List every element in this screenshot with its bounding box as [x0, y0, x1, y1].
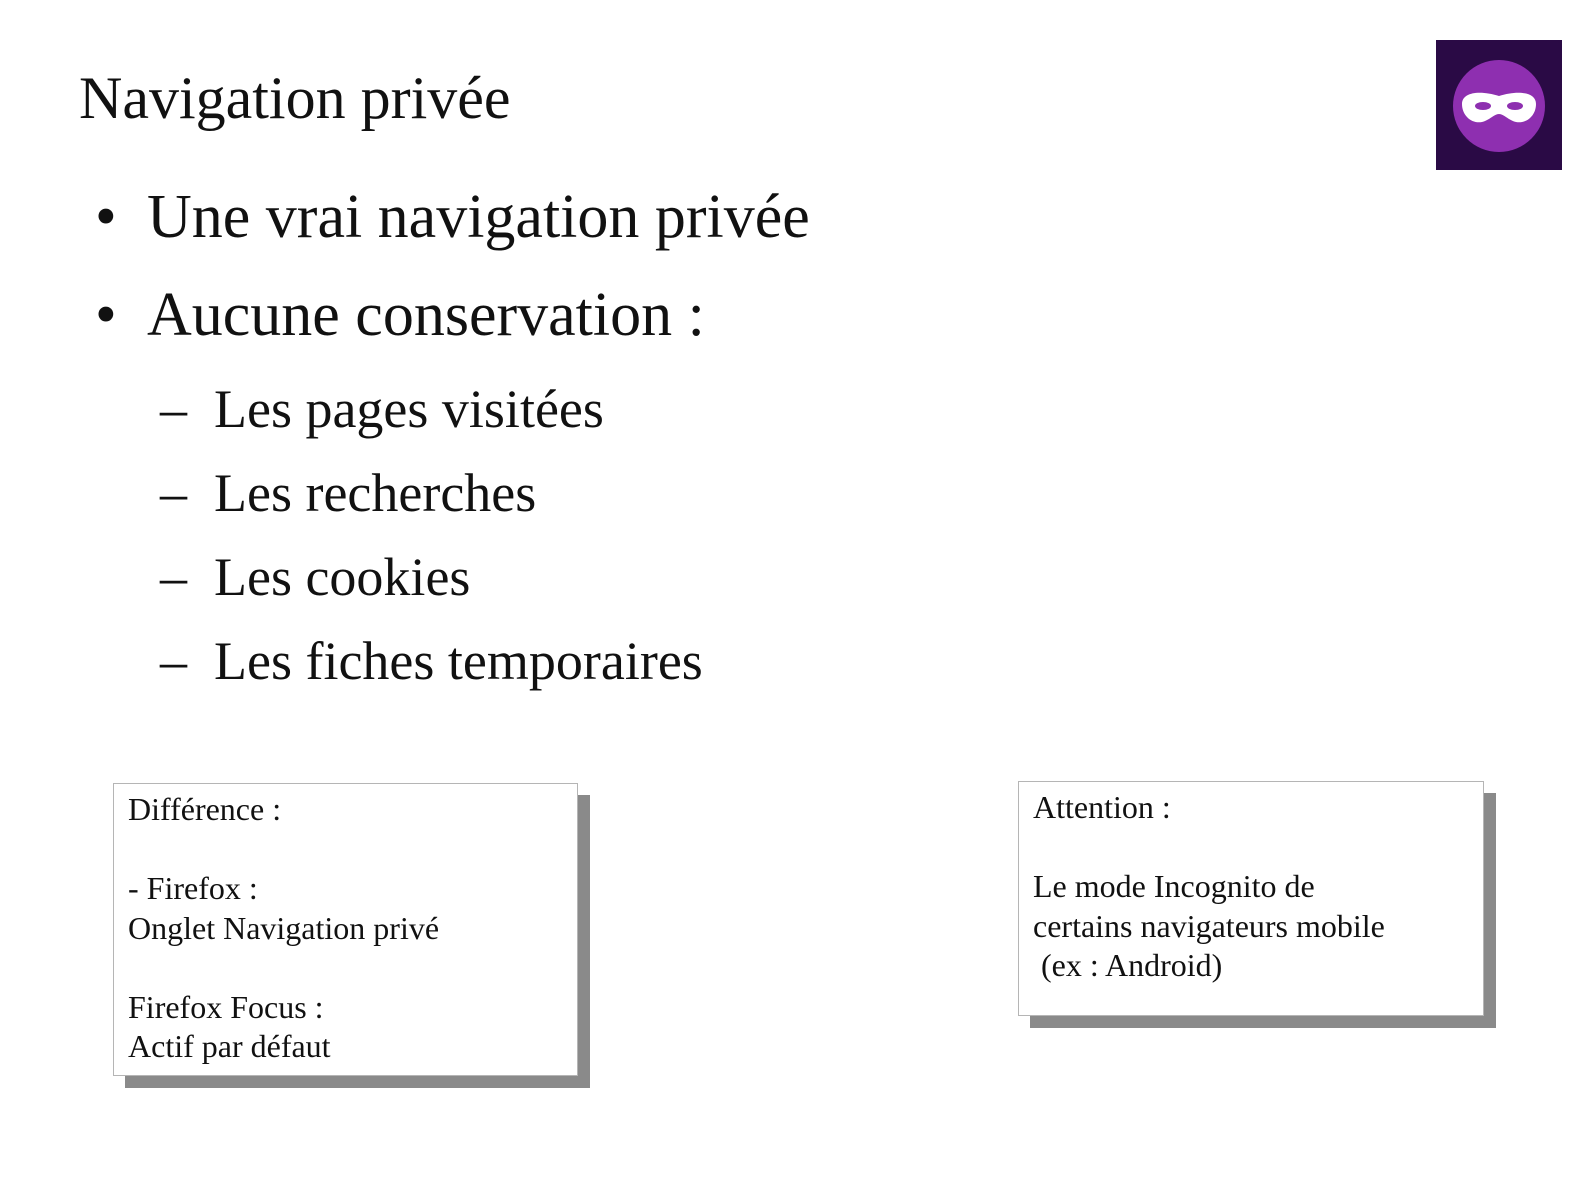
bullet-item [95, 182, 810, 252]
sub-bullet-item [160, 545, 470, 609]
note-line: Le mode Incognito de [1033, 868, 1315, 904]
note-spacer [128, 948, 563, 988]
note-heading: Attention : [1033, 789, 1171, 825]
note-line: Onglet Navigation privé [128, 909, 440, 946]
note-heading: Différence : [128, 791, 282, 827]
bullet-text: Une vrai navigation privée [147, 183, 810, 251]
sub-bullet-text: Les cookies [214, 547, 471, 607]
difference-note-box [113, 783, 578, 1076]
note-spacer [128, 830, 563, 870]
private-browsing-logo [1436, 40, 1562, 170]
attention-note-box [1018, 781, 1484, 1016]
sub-bullet-text: Les pages visitées [214, 379, 604, 439]
note-line: certains navigateurs mobile [1033, 907, 1385, 944]
sub-bullet-marker: – [160, 547, 187, 607]
note-line: (ex : Android) [1033, 947, 1223, 983]
sub-bullet-item [160, 629, 703, 693]
sub-bullet-marker: – [160, 463, 187, 523]
bullet-text: Aucune conservation : [147, 281, 705, 349]
sub-bullet-text: Les recherches [214, 463, 537, 523]
bullet-marker: • [95, 281, 117, 349]
bullet-marker: • [95, 183, 117, 251]
sub-bullet-marker: – [160, 631, 187, 691]
slide-title: Navigation privée [79, 65, 511, 131]
note-line: Firefox Focus : [128, 988, 324, 1025]
note-line: Actif par défaut [128, 1028, 331, 1064]
private-browsing-mask-icon [1436, 40, 1562, 170]
bullet-item [95, 280, 705, 350]
sub-bullet-marker: – [160, 379, 187, 439]
sub-bullet-item [160, 377, 604, 441]
note-spacer [1033, 828, 1469, 868]
note-line: - Firefox : [128, 870, 258, 906]
sub-bullet-item [160, 461, 536, 525]
sub-bullet-text: Les fiches temporaires [214, 631, 703, 691]
